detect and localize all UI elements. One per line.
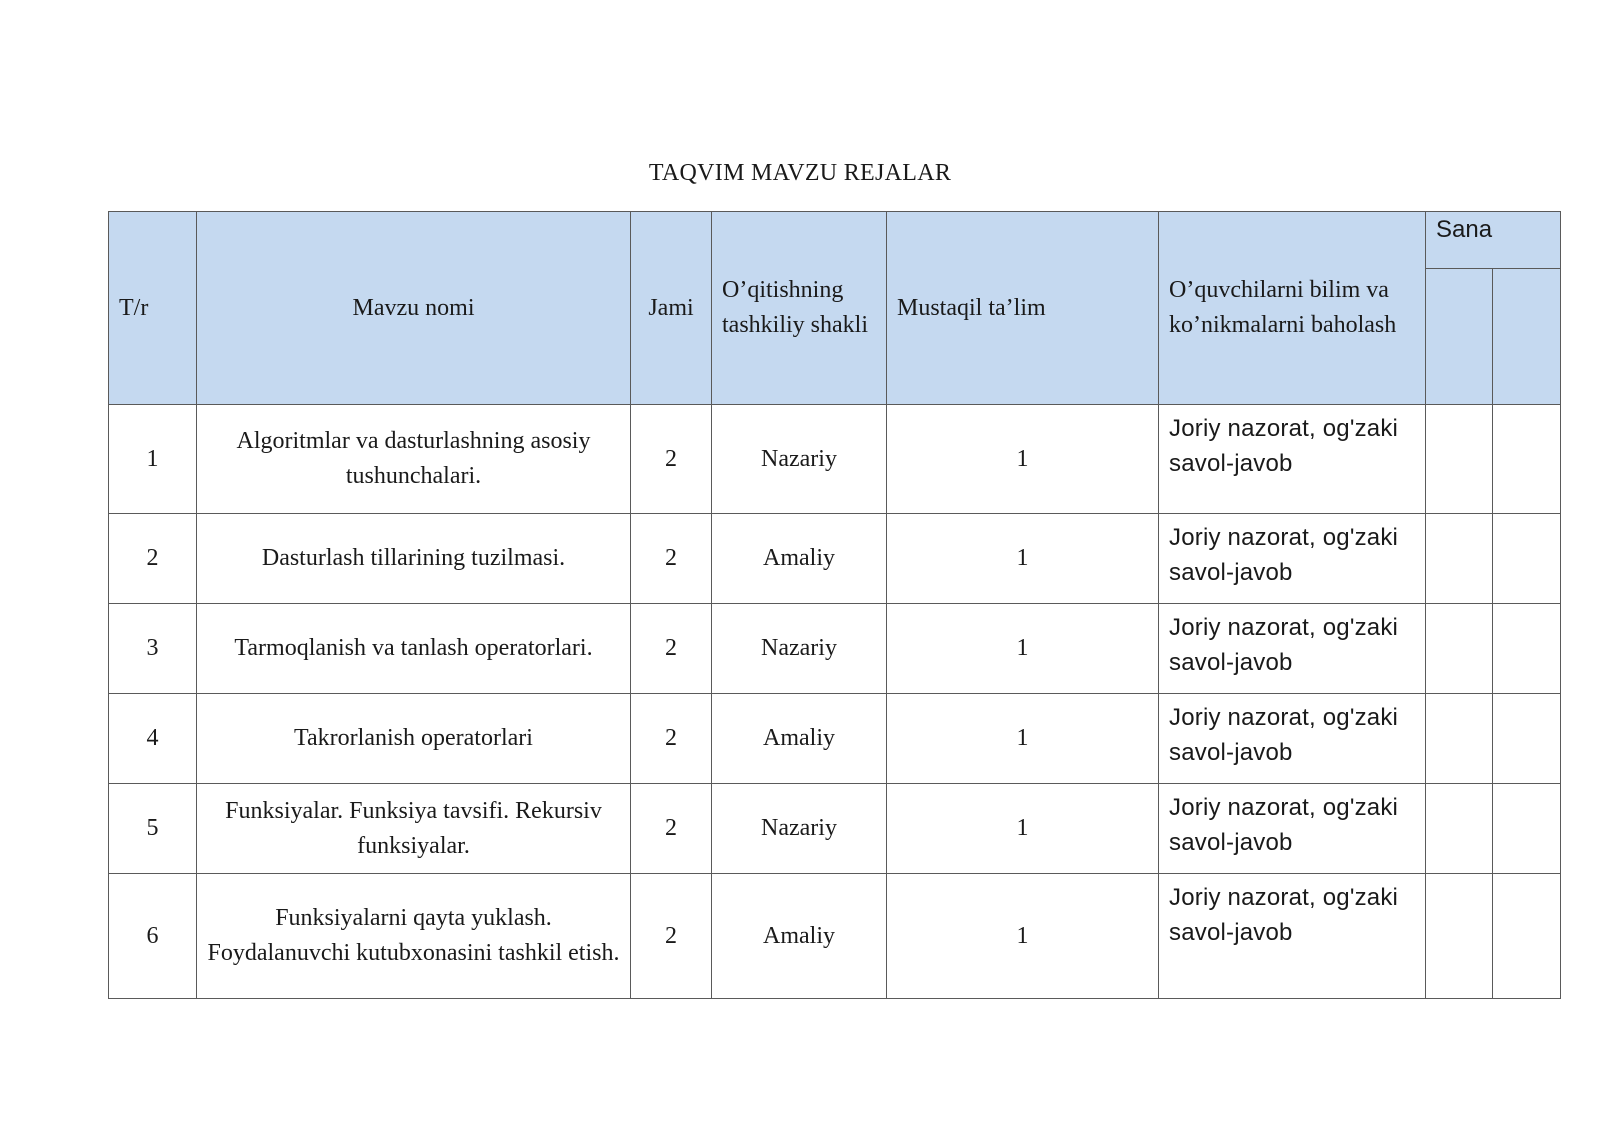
row-topic: Algoritmlar va dasturlashning asosiy tushunchalari. <box>197 405 631 514</box>
row-date-2 <box>1493 514 1561 604</box>
table-body <box>109 405 1561 999</box>
row-topic: Dasturlash tillarining tuzilmasi. <box>197 514 631 604</box>
row-date-1 <box>1426 405 1493 514</box>
header-date-sub-1 <box>1426 269 1493 405</box>
header-assessment: O’quvchilarni bilim va ko’nikmalarni baholash <box>1159 212 1426 405</box>
header-total: Jami <box>631 212 712 405</box>
header-topic: Mavzu nomi <box>197 212 631 405</box>
row-form: Amaliy <box>712 874 887 999</box>
lesson-plan-table <box>108 211 1561 999</box>
row-date-2 <box>1493 784 1561 874</box>
table-row <box>109 784 1561 874</box>
row-total: 2 <box>631 604 712 694</box>
row-total: 2 <box>631 874 712 999</box>
row-assessment: Joriy nazorat, og'zaki savol-javob <box>1159 604 1426 694</box>
row-number: 2 <box>109 514 197 604</box>
row-topic: Tarmoqlanish va tanlash operatorlari. <box>197 604 631 694</box>
row-topic: Funksiyalarni qayta yuklash. Foydalanuvchi kutubxonasini tashkil etish. <box>197 874 631 999</box>
row-total: 2 <box>631 694 712 784</box>
document-title: TAQVIM MAVZU REJALAR <box>648 160 952 186</box>
row-form: Nazariy <box>712 784 887 874</box>
row-total: 2 <box>631 405 712 514</box>
row-topic: Funksiyalar. Funksiya tavsifi. Rekursiv funksiyalar. <box>197 784 631 874</box>
row-date-1 <box>1426 604 1493 694</box>
row-form: Nazariy <box>712 405 887 514</box>
row-assessment: Joriy nazorat, og'zaki savol-javob <box>1159 874 1426 999</box>
table-row <box>109 405 1561 514</box>
row-assessment: Joriy nazorat, og'zaki savol-javob <box>1159 694 1426 784</box>
row-date-1 <box>1426 694 1493 784</box>
row-assessment: Joriy nazorat, og'zaki savol-javob <box>1159 405 1426 514</box>
row-form: Amaliy <box>712 694 887 784</box>
header-date: Sana <box>1426 212 1561 269</box>
row-date-1 <box>1426 784 1493 874</box>
row-date-1 <box>1426 514 1493 604</box>
row-number: 4 <box>109 694 197 784</box>
row-number: 6 <box>109 874 197 999</box>
row-self-study: 1 <box>887 405 1159 514</box>
table-row <box>109 604 1561 694</box>
row-total: 2 <box>631 784 712 874</box>
row-number: 1 <box>109 405 197 514</box>
table-row <box>109 874 1561 999</box>
row-number: 5 <box>109 784 197 874</box>
header-form: O’qitishning tashkiliy shakli <box>712 212 887 405</box>
table-row <box>109 514 1561 604</box>
row-date-2 <box>1493 694 1561 784</box>
row-total: 2 <box>631 514 712 604</box>
row-self-study: 1 <box>887 874 1159 999</box>
row-form: Amaliy <box>712 514 887 604</box>
table-header <box>109 212 1561 405</box>
row-date-2 <box>1493 604 1561 694</box>
row-self-study: 1 <box>887 604 1159 694</box>
header-self-study: Mustaqil ta’lim <box>887 212 1159 405</box>
header-tr: T/r <box>109 212 197 405</box>
row-self-study: 1 <box>887 694 1159 784</box>
row-form: Nazariy <box>712 604 887 694</box>
row-date-2 <box>1493 874 1561 999</box>
row-date-2 <box>1493 405 1561 514</box>
row-date-1 <box>1426 874 1493 999</box>
table-row <box>109 694 1561 784</box>
row-topic: Takrorlanish operatorlari <box>197 694 631 784</box>
row-assessment: Joriy nazorat, og'zaki savol-javob <box>1159 784 1426 874</box>
header-date-sub-2 <box>1493 269 1561 405</box>
row-assessment: Joriy nazorat, og'zaki savol-javob <box>1159 514 1426 604</box>
row-self-study: 1 <box>887 514 1159 604</box>
row-number: 3 <box>109 604 197 694</box>
row-self-study: 1 <box>887 784 1159 874</box>
